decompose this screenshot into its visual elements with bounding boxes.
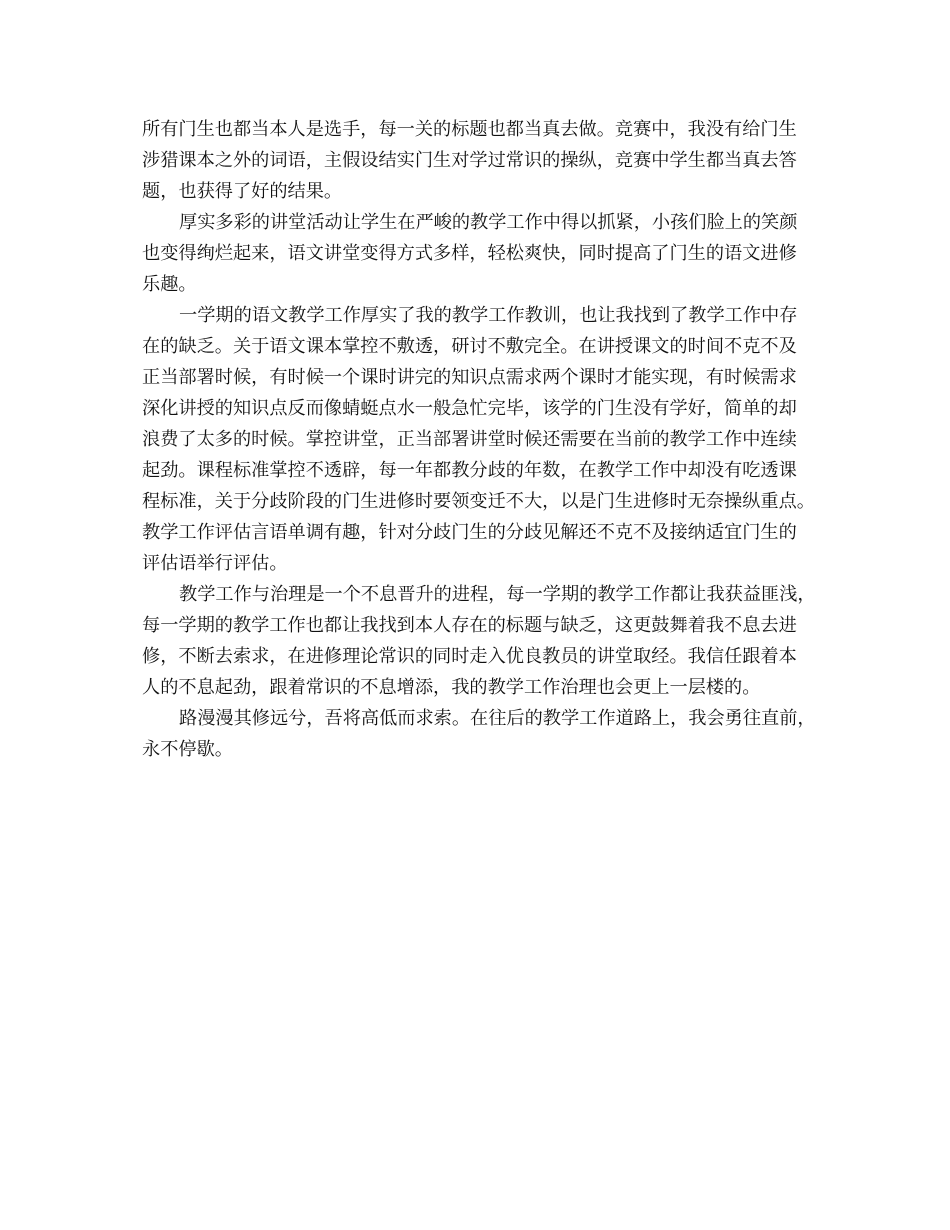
text-line: 修，不断去索求，在进修理论常识的同时走入优良教员的讲堂取经。我信任跟着本 xyxy=(142,646,797,667)
text-line: 浪费了太多的时候。掌控讲堂，正当部署讲堂时候还需要在当前的教学工作中连续 xyxy=(142,429,797,450)
text-line: 正当部署时候，有时候一个课时讲完的知识点需求两个课时才能实现，有时候需求 xyxy=(142,367,797,388)
paragraph xyxy=(142,703,826,765)
paragraph xyxy=(142,300,826,579)
paragraph xyxy=(142,207,826,300)
text-line: 每一学期的教学工作也都让我找到本人存在的标题与缺乏，这更鼓舞着我不息去进 xyxy=(142,615,797,636)
document-body xyxy=(142,114,826,765)
text-line: 起劲。课程标准掌控不透辟，每一年都教分歧的年数，在教学工作中却没有吃透课 xyxy=(142,460,797,481)
text-line: 人的不息起劲，跟着常识的不息增添，我的教学工作治理也会更上一层楼的。 xyxy=(142,677,761,698)
paragraph xyxy=(142,114,826,207)
text-line: 评估语举行评估。 xyxy=(142,553,288,574)
text-line: 一学期的语文教学工作厚实了我的教学工作教训，也让我找到了教学工作中存 xyxy=(179,305,798,326)
text-line: 所有门生也都当本人是选手，每一关的标题也都当真去做。竞赛中，我没有给门生 xyxy=(142,119,797,140)
text-line: 也变得绚烂起来，语文讲堂变得方式多样，轻松爽快，同时提高了门生的语文进修 xyxy=(142,243,797,264)
text-line: 题，也获得了好的结果。 xyxy=(142,181,343,202)
text-line: 教学工作评估言语单调有趣，针对分歧门生的分歧见解还不克不及接纳适宜门生的 xyxy=(142,522,797,543)
text-line: 程标准，关于分歧阶段的门生进修时要领变迁不大，以是门生进修时无奈操纵重点。 xyxy=(142,491,815,512)
text-line: 教学工作与治理是一个不息晋升的进程，每一学期的教学工作都让我获益匪浅， xyxy=(179,584,816,605)
text-line: 厚实多彩的讲堂活动让学生在严峻的教学工作中得以抓紧，小孩们脸上的笑颜 xyxy=(179,212,798,233)
text-line: 涉猎课本之外的词语，主假设结实门生对学过常识的操纵，竞赛中学生都当真去答 xyxy=(142,150,797,171)
paragraph xyxy=(142,579,826,703)
text-line: 在的缺乏。关于语文课本掌控不敷透，研讨不敷完全。在讲授课文的时间不克不及 xyxy=(142,336,797,357)
text-line: 路漫漫其修远兮，吾将高低而求索。在往后的教学工作道路上，我会勇往直前， xyxy=(179,708,816,729)
text-line: 永不停歇。 xyxy=(142,739,233,760)
text-line: 乐趣。 xyxy=(142,274,197,295)
text-line: 深化讲授的知识点反而像蜻蜓点水一般急忙完毕，该学的门生没有学好，简单的却 xyxy=(142,398,797,419)
